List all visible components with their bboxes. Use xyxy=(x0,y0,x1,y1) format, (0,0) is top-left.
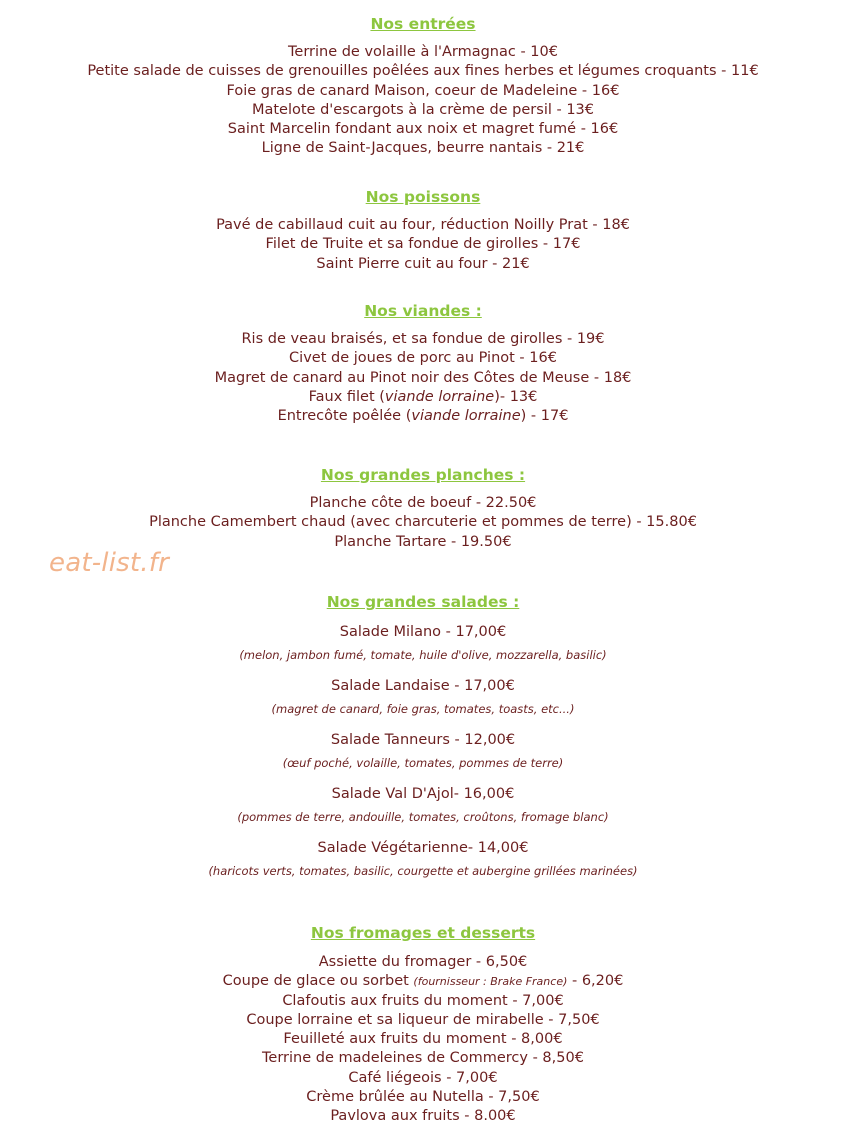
section-title-poissons: Nos poissons xyxy=(365,188,481,206)
menu-item: Feuilleté aux fruits du moment - 8,00€ xyxy=(283,1031,563,1048)
menu-item: Café liégeois - 7,00€ xyxy=(348,1069,498,1086)
section-title-desserts: Nos fromages et desserts xyxy=(310,924,536,942)
section-viandes xyxy=(0,301,846,426)
item-price: )- 13€ xyxy=(494,388,538,405)
salad-item xyxy=(0,677,846,717)
menu-item: Ris de veau braisés, et sa fondue de girolles - 19€ xyxy=(241,331,605,347)
item-text: Coupe de glace ou sorbet xyxy=(222,973,414,990)
menu-item-faux-filet xyxy=(0,388,846,407)
menu-item: Filet de Truite et sa fondue de girolles - 17€ xyxy=(265,236,581,253)
salad-item xyxy=(0,731,846,771)
menu-item: Crème brûlée au Nutella - 7,50€ xyxy=(306,1089,540,1106)
menu-item: Pavlova aux fruits - 8.00€ xyxy=(330,1108,516,1125)
menu-item: Terrine de volaille à l'Armagnac - 10€ xyxy=(288,44,558,60)
section-planches xyxy=(0,465,846,552)
menu-item: Petite salade de cuisses de grenouilles poêlées aux fines herbes et légumes croquants - 11€ xyxy=(87,63,759,80)
salad-name: Salade Val D'Ajol- 16,00€ xyxy=(331,786,515,802)
salad-name: Salade Tanneurs - 12,00€ xyxy=(330,732,516,748)
menu-item: Saint Pierre cuit au four - 21€ xyxy=(316,255,530,272)
section-title-salades: Nos grandes salades : xyxy=(326,593,520,611)
menu-item: Clafoutis aux fruits du moment - 7,00€ xyxy=(282,992,564,1009)
menu-item: Matelote d'escargots à la crème de persil - 13€ xyxy=(251,101,595,118)
menu-item: Planche Tartare - 19.50€ xyxy=(334,533,512,550)
salad-name: Salade Milano - 17,00€ xyxy=(339,624,507,640)
salad-desc: (magret de canard, foie gras, tomates, toasts, etc...) xyxy=(271,702,575,716)
item-text: Entrecôte poêlée ( xyxy=(277,408,412,425)
menu-item: Assiette du fromager - 6,50€ xyxy=(318,954,528,970)
menu-item: Terrine de madeleines de Commercy - 8,50€ xyxy=(262,1050,584,1067)
menu-item: Ligne de Saint-Jacques, beurre nantais - 21€ xyxy=(261,140,585,157)
section-entrees xyxy=(0,14,846,159)
salad-name: Salade Landaise - 17,00€ xyxy=(331,678,515,694)
menu-item: Saint Marcelin fondant aux noix et magret fumé - 16€ xyxy=(227,121,619,138)
section-title-planches: Nos grandes planches : xyxy=(320,466,526,484)
section-poissons xyxy=(0,187,846,274)
salad-name: Salade Végétarienne- 14,00€ xyxy=(317,840,529,856)
menu-item: Planche Camembert chaud (avec charcuterie et pommes de terre) - 15.80€ xyxy=(149,514,697,531)
menu-item: Planche côte de boeuf - 22.50€ xyxy=(309,495,537,511)
item-text: Faux filet ( xyxy=(308,388,385,405)
section-desserts xyxy=(0,923,846,1127)
section-title-viandes: Nos viandes : xyxy=(364,302,482,320)
salad-item xyxy=(0,785,846,825)
salad-item xyxy=(0,623,846,663)
item-price: - 6,20€ xyxy=(567,973,624,990)
salad-desc: (œuf poché, volaille, tomates, pommes de terre) xyxy=(282,756,564,770)
item-price: ) - 17€ xyxy=(520,408,569,425)
section-salades xyxy=(0,592,846,893)
menu-item-entrecote xyxy=(0,407,846,426)
salad-desc: (haricots verts, tomates, basilic, courgette et aubergine grillées marinées) xyxy=(208,864,638,878)
item-note: (fournisseur : Brake France) xyxy=(413,975,568,989)
menu-item-coupe-glace xyxy=(0,972,846,991)
salad-desc: (melon, jambon fumé, tomate, huile d'olive, mozzarella, basilic) xyxy=(239,648,607,662)
menu-item: Coupe lorraine et sa liqueur de mirabelle - 7,50€ xyxy=(246,1011,600,1028)
menu-item: Pavé de cabillaud cuit au four, réduction Noilly Prat - 18€ xyxy=(216,217,630,233)
item-note: viande lorraine xyxy=(384,388,495,405)
menu-item: Magret de canard au Pinot noir des Côtes de Meuse - 18€ xyxy=(214,369,632,386)
menu-item: Foie gras de canard Maison, coeur de Madeleine - 16€ xyxy=(226,82,620,99)
item-note: viande lorraine xyxy=(411,408,521,425)
watermark: eat-list.fr xyxy=(49,548,169,578)
menu-item: Civet de joues de porc au Pinot - 16€ xyxy=(289,350,557,367)
salad-item xyxy=(0,839,846,879)
salad-desc: (pommes de terre, andouille, tomates, croûtons, fromage blanc) xyxy=(237,810,609,824)
section-title-entrees: Nos entrées xyxy=(370,15,476,33)
